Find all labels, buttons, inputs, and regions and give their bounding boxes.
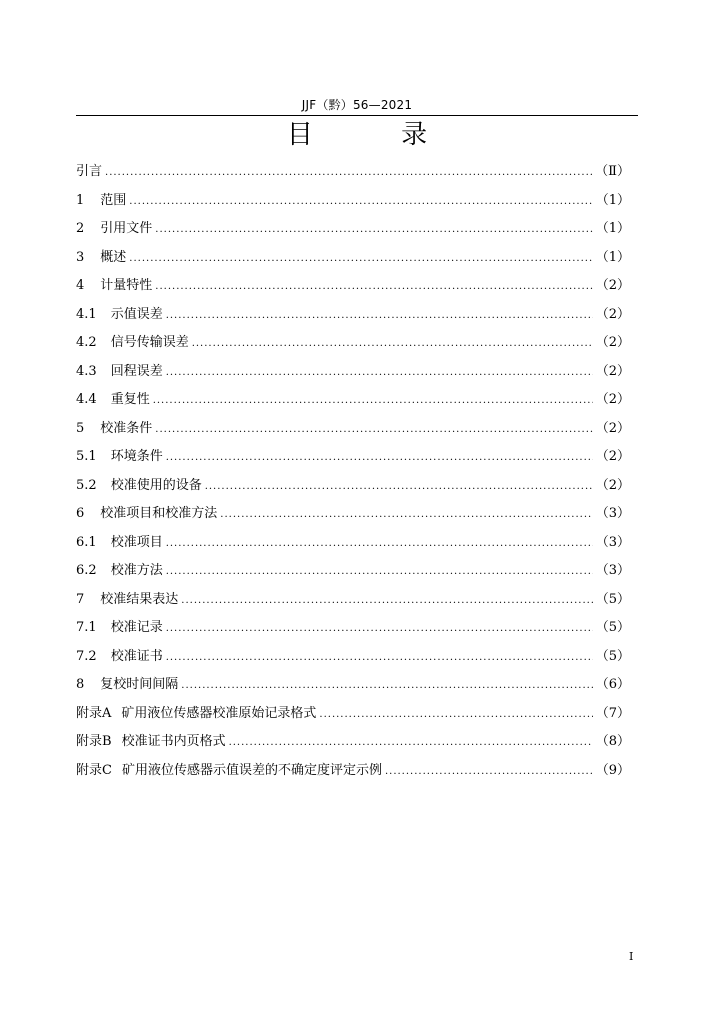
toc-entry-number: 附录A xyxy=(76,705,112,721)
toc-entry-label: 校准证书 xyxy=(110,648,163,664)
toc-leader-dots xyxy=(155,216,592,245)
toc-entry-number: 4.1 xyxy=(76,306,97,322)
toc-entry-label: 计量特性 xyxy=(100,278,153,293)
toc-entry-label: 校准结果表达 xyxy=(100,591,179,607)
toc-entry[interactable] xyxy=(76,158,630,187)
toc-entry[interactable] xyxy=(76,557,630,586)
toc-entry-number: 5 xyxy=(76,420,85,436)
toc-leader-dots xyxy=(192,330,593,359)
toc-leader-dots xyxy=(129,188,592,217)
toc-entry-page: （9） xyxy=(595,762,630,778)
toc-entry-number: 3 xyxy=(76,249,85,265)
toc-entry-label: 环境条件 xyxy=(110,449,163,464)
toc-entry-label: 校准使用的设备 xyxy=(110,477,202,493)
toc-entry-label: 校准条件 xyxy=(100,420,153,436)
toc-entry-number: 1 xyxy=(76,192,85,208)
toc-entry[interactable] xyxy=(76,700,630,729)
toc-entry-page: （5） xyxy=(595,648,630,664)
toc-entry[interactable] xyxy=(76,187,630,216)
toc-leader-dots xyxy=(166,359,593,388)
standard-code: JJF（黔）56—2021 xyxy=(301,98,413,112)
toc-entry-number: 4.4 xyxy=(76,392,97,407)
page-title: 目 录 xyxy=(286,120,468,150)
toc-entry[interactable] xyxy=(76,244,630,273)
toc-entry-number: 4.3 xyxy=(76,363,97,379)
toc-entry-page: （2） xyxy=(595,392,630,407)
toc-entry[interactable] xyxy=(76,215,630,244)
toc-entry-label: 引言 xyxy=(76,164,103,179)
document-header xyxy=(76,98,638,112)
toc-entry-number: 附录C xyxy=(76,762,112,778)
toc-entry[interactable] xyxy=(76,415,630,444)
toc-leader-dots xyxy=(181,587,592,616)
toc-entry-page: （3） xyxy=(595,534,630,550)
toc-entry-label: 示值误差 xyxy=(110,306,163,322)
toc-entry-number: 7.2 xyxy=(76,648,97,664)
toc-entry-label: 信号传输误差 xyxy=(110,335,189,350)
toc-entry-page: （2） xyxy=(595,306,630,322)
toc-entry-label: 范围 xyxy=(100,192,127,208)
table-of-contents xyxy=(76,158,630,785)
toc-leader-dots xyxy=(166,558,593,587)
toc-entry-number: 7 xyxy=(76,591,85,607)
toc-entry[interactable] xyxy=(76,272,630,301)
toc-entry-page: （8） xyxy=(595,734,630,749)
toc-entry-label: 校准项目和校准方法 xyxy=(100,506,218,521)
toc-leader-dots xyxy=(166,444,593,473)
page-number: I xyxy=(629,950,634,963)
toc-entry[interactable] xyxy=(76,358,630,387)
toc-entry-number: 2 xyxy=(76,221,85,236)
toc-leader-dots xyxy=(166,644,593,673)
toc-entry[interactable] xyxy=(76,529,630,558)
toc-entry-page: （2） xyxy=(595,449,630,464)
toc-entry-page: （2） xyxy=(595,335,630,350)
toc-entry-label: 回程误差 xyxy=(110,363,163,379)
toc-entry-page: （2） xyxy=(595,363,630,379)
toc-leader-dots xyxy=(205,473,593,502)
toc-leader-dots xyxy=(229,729,593,758)
toc-entry[interactable] xyxy=(76,500,630,529)
toc-entry-label: 引用文件 xyxy=(100,221,153,236)
toc-entry-page: （1） xyxy=(595,249,630,265)
toc-entry-page: （3） xyxy=(595,506,630,521)
toc-leader-dots xyxy=(166,302,593,331)
toc-entry[interactable] xyxy=(76,757,630,786)
toc-entry-number: 5.2 xyxy=(76,477,97,493)
toc-entry-page: （1） xyxy=(595,221,630,236)
toc-leader-dots xyxy=(319,701,592,730)
toc-entry[interactable] xyxy=(76,443,630,472)
toc-entry-number: 8 xyxy=(76,677,85,692)
toc-entry[interactable] xyxy=(76,671,630,700)
toc-entry-label: 概述 xyxy=(100,249,127,265)
toc-entry-label: 重复性 xyxy=(110,392,150,407)
toc-entry-page: （7） xyxy=(595,705,630,721)
toc-entry-page: （1） xyxy=(595,192,630,208)
toc-leader-dots xyxy=(166,530,593,559)
toc-entry-label: 矿用液位传感器示值误差的不确定度评定示例 xyxy=(121,762,382,778)
toc-entry-number: 5.1 xyxy=(76,449,97,464)
toc-entry-page: （2） xyxy=(595,278,630,293)
toc-entry-number: 6.2 xyxy=(76,563,97,578)
toc-entry[interactable] xyxy=(76,614,630,643)
toc-entry-page: （2） xyxy=(595,420,630,436)
toc-entry[interactable] xyxy=(76,301,630,330)
toc-leader-dots xyxy=(220,501,592,530)
toc-entry-number: 6 xyxy=(76,506,85,521)
toc-entry-number: 附录B xyxy=(76,734,112,749)
toc-entry-page: （6） xyxy=(595,677,630,692)
toc-entry-number: 7.1 xyxy=(76,620,97,635)
toc-entry-number: 4.2 xyxy=(76,335,97,350)
toc-entry[interactable] xyxy=(76,329,630,358)
toc-entry[interactable] xyxy=(76,586,630,615)
toc-entry-page: （3） xyxy=(595,563,630,578)
header-rule xyxy=(76,115,638,116)
toc-entry-label: 校准项目 xyxy=(110,534,163,550)
toc-entry-page: （5） xyxy=(595,620,630,635)
toc-entry[interactable] xyxy=(76,472,630,501)
toc-leader-dots xyxy=(181,672,592,701)
toc-entry-label: 复校时间间隔 xyxy=(100,677,179,692)
toc-leader-dots xyxy=(129,245,592,274)
toc-leader-dots xyxy=(166,615,593,644)
toc-entry-number: 6.1 xyxy=(76,534,97,550)
toc-entry-label: 矿用液位传感器校准原始记录格式 xyxy=(121,705,317,721)
toc-leader-dots xyxy=(155,416,592,445)
toc-entry-page: （5） xyxy=(595,591,630,607)
toc-leader-dots xyxy=(155,273,592,302)
toc-entry-page: （Ⅱ） xyxy=(595,164,630,179)
toc-leader-dots xyxy=(105,159,592,188)
toc-entry[interactable] xyxy=(76,643,630,672)
toc-entry[interactable] xyxy=(76,386,630,415)
toc-entry-label: 校准证书内页格式 xyxy=(121,734,226,749)
toc-leader-dots xyxy=(153,387,593,416)
toc-entry-label: 校准记录 xyxy=(110,620,163,635)
toc-leader-dots xyxy=(385,758,593,787)
toc-entry-number: 4 xyxy=(76,278,85,293)
toc-entry-page: （2） xyxy=(595,477,630,493)
toc-entry-label: 校准方法 xyxy=(110,563,163,578)
toc-entry[interactable] xyxy=(76,728,630,757)
